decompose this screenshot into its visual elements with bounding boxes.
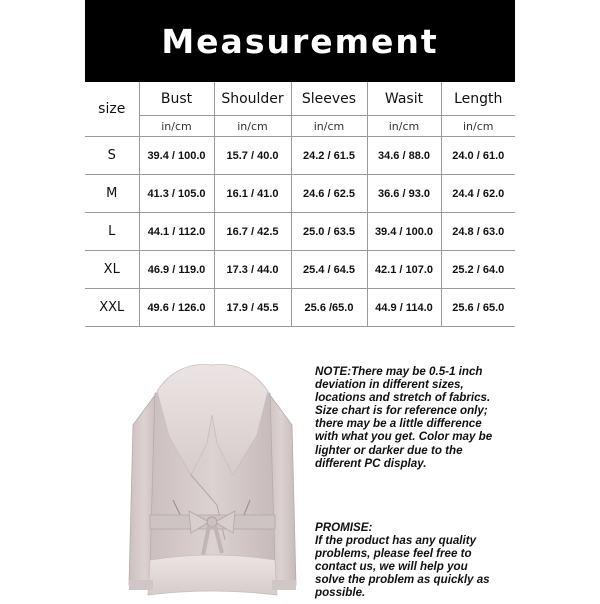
value-cell: 24.8 / 63.0 xyxy=(441,213,515,251)
table-units-row xyxy=(85,116,515,137)
value-cell: 16.1 / 41.0 xyxy=(214,175,291,213)
promise-title: PROMISE: xyxy=(315,521,373,534)
value-cell: 16.7 / 42.5 xyxy=(214,213,291,251)
table-row xyxy=(85,137,515,175)
column-header-waist: Wasit xyxy=(367,82,441,116)
value-cell: 25.0 / 63.5 xyxy=(291,213,367,251)
product-image xyxy=(125,355,300,600)
title-banner xyxy=(85,0,515,82)
table-row xyxy=(85,251,515,289)
value-cell: 49.6 / 126.0 xyxy=(139,289,214,327)
value-cell: 42.1 / 107.0 xyxy=(367,251,441,289)
unit-label: in/cm xyxy=(214,116,291,137)
unit-label: in/cm xyxy=(139,116,214,137)
value-cell: 24.2 / 61.5 xyxy=(291,137,367,175)
table-row xyxy=(85,175,515,213)
table-header-row xyxy=(85,82,515,116)
size-cell: XL xyxy=(85,251,139,289)
unit-label: in/cm xyxy=(441,116,515,137)
value-cell: 36.6 / 93.0 xyxy=(367,175,441,213)
table-row xyxy=(85,213,515,251)
size-cell: M xyxy=(85,175,139,213)
value-cell: 25.4 / 64.5 xyxy=(291,251,367,289)
value-cell: 25.2 / 64.0 xyxy=(441,251,515,289)
value-cell: 44.9 / 114.0 xyxy=(367,289,441,327)
promise-text: If the product has any quality problems, please feel free to contact us, we will help you solve the problem as quickly as possible. xyxy=(315,534,490,600)
value-cell: 39.4 / 100.0 xyxy=(367,213,441,251)
value-cell: 39.4 / 100.0 xyxy=(139,137,214,175)
value-cell: 41.3 / 105.0 xyxy=(139,175,214,213)
value-cell: 17.9 / 45.5 xyxy=(214,289,291,327)
column-header-bust: Bust xyxy=(139,82,214,116)
value-cell: 24.0 / 61.0 xyxy=(441,137,515,175)
column-header-length: Length xyxy=(441,82,515,116)
value-cell: 24.6 / 62.5 xyxy=(291,175,367,213)
size-cell: XXL xyxy=(85,289,139,327)
unit-label: in/cm xyxy=(291,116,367,137)
column-header-sleeves: Sleeves xyxy=(291,82,367,116)
value-cell: 46.9 / 119.0 xyxy=(139,251,214,289)
note-text: NOTE:There may be 0.5-1 inch deviation in different sizes, locations and stretch of fabrics. Size chart is for reference only; there may be a little difference with what you get. Color may be lighter or darker due to the different PC display. xyxy=(315,365,493,470)
value-cell: 24.4 / 62.0 xyxy=(441,175,515,213)
value-cell: 25.6 /65.0 xyxy=(291,289,367,327)
size-column-header: size xyxy=(85,82,139,137)
size-cell: L xyxy=(85,213,139,251)
value-cell: 25.6 / 65.0 xyxy=(441,289,515,327)
promise-block xyxy=(315,521,500,600)
value-cell: 17.3 / 44.0 xyxy=(214,251,291,289)
size-cell: S xyxy=(85,137,139,175)
column-header-shoulder: Shoulder xyxy=(214,82,291,116)
table-row xyxy=(85,289,515,327)
size-chart-table xyxy=(85,82,515,327)
unit-label: in/cm xyxy=(367,116,441,137)
page-title: Measurement xyxy=(161,21,439,61)
jacket-illustration xyxy=(125,355,300,600)
value-cell: 34.6 / 88.0 xyxy=(367,137,441,175)
value-cell: 44.1 / 112.0 xyxy=(139,213,214,251)
value-cell: 15.7 / 40.0 xyxy=(214,137,291,175)
